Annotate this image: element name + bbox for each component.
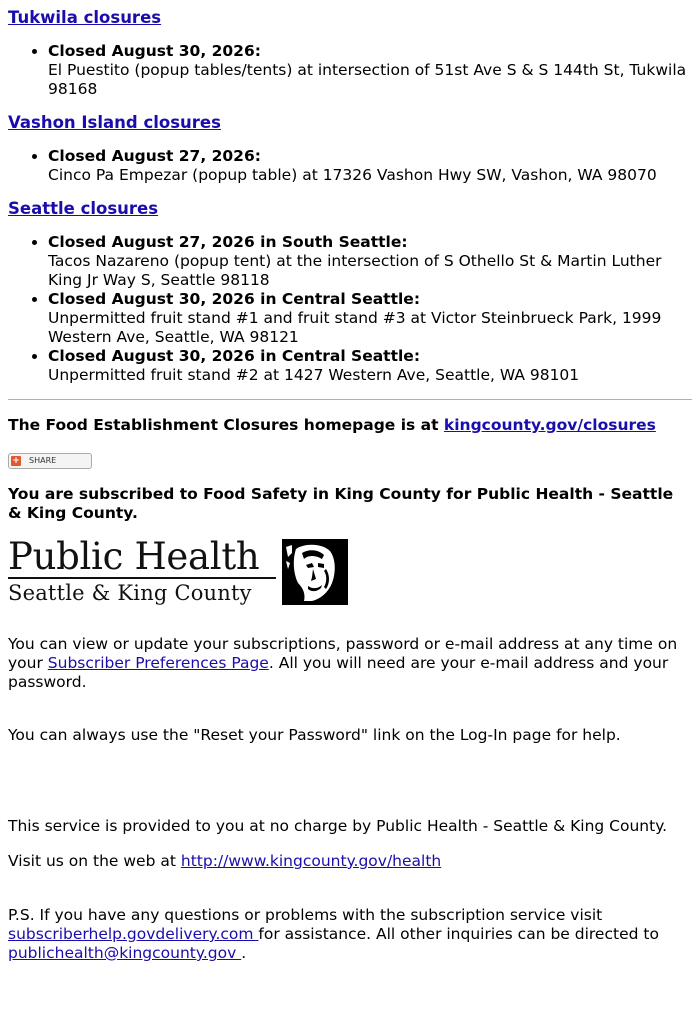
list-item	[48, 290, 692, 347]
preferences-text-after: . All you will need are your e-mail address and your password.	[8, 654, 669, 691]
public-health-logo	[8, 535, 692, 609]
closure-list	[8, 147, 692, 185]
closure-heading: • Closed August 30, 2026 in Central Seattle:	[48, 347, 421, 365]
closure-heading: • Closed August 27, 2026 in South Seattle:	[48, 233, 408, 251]
visit-note	[8, 852, 692, 871]
closures-homepage-link[interactable]: kingcounty.gov/closures	[443, 416, 656, 434]
closure-detail: Tacos Nazareno (popup tent) at the intersection of S Othello St & Martin Luther King Jr Way S, Seattle 98118	[48, 252, 662, 289]
subscriber-preferences-link[interactable]: Subscriber Preferences Page	[47, 654, 269, 672]
divider	[8, 399, 692, 400]
closure-detail: Unpermitted fruit stand #2 at 1427 Western Ave, Seattle, WA 98101	[48, 366, 580, 384]
seattle-closures-link[interactable]: Seattle closures	[8, 199, 159, 218]
homepage-text: The Food Establishment Closures homepage is at	[8, 416, 444, 434]
closure-detail: El Puestito (popup tables/tents) at intersection of 51st Ave S & S 144th St, Tukwila 98168	[48, 61, 687, 98]
list-item	[48, 147, 692, 185]
tukwila-closures-link[interactable]: Tukwila closures	[8, 8, 162, 27]
closure-detail: Unpermitted fruit stand #1 and fruit stand #3 at Victor Steinbrueck Park, 1999 Western Ave, Seattle, WA 98121	[48, 309, 662, 346]
closure-heading: • Closed August 27, 2026:	[48, 147, 261, 165]
visit-text: Visit us on the web at	[8, 852, 181, 870]
vashon-closures-link[interactable]: Vashon Island closures	[8, 113, 221, 132]
ps-text-after: .	[241, 944, 247, 962]
share-button[interactable]	[8, 453, 92, 469]
closure-heading: • Closed August 30, 2026:	[48, 42, 261, 60]
section-title	[8, 113, 692, 133]
reset-password-note: You can always use the "Reset your Password" link on the Log-In page for help.	[8, 726, 621, 744]
closure-list	[8, 233, 692, 385]
closure-detail: Cinco Pa Empezar (popup table) at 17326 Vashon Hwy SW, Vashon, WA 98070	[48, 166, 657, 184]
logo-line-1: Public Health	[8, 539, 276, 579]
list-item	[48, 233, 692, 290]
ps-note	[8, 906, 692, 963]
closure-heading: • Closed August 30, 2026 in Central Seattle:	[48, 290, 421, 308]
plus-icon: +	[12, 456, 20, 466]
section-title	[8, 199, 692, 219]
portrait-logo-icon	[282, 539, 348, 605]
list-item	[48, 42, 692, 99]
ps-text-before: P.S. If you have any questions or problems with the subscription service visit	[8, 906, 603, 924]
ps-text-middle: for assistance. All other inquiries can be directed to	[258, 925, 659, 943]
subscription-note: You are subscribed to Food Safety in King County for Public Health - Seattle & King County.	[8, 485, 674, 522]
preferences-note	[8, 635, 692, 692]
publichealth-email-link[interactable]: publichealth@kingcounty.gov	[8, 944, 242, 962]
logo-line-2: Seattle & King County	[8, 581, 252, 605]
share-label: SHARE	[29, 456, 57, 465]
section-title	[8, 8, 692, 28]
service-note: This service is provided to you at no charge by Public Health - Seattle & King County.	[8, 817, 668, 835]
closure-list	[8, 42, 692, 99]
subscriberhelp-link[interactable]: subscriberhelp.govdelivery.com	[8, 925, 259, 943]
kingcounty-health-link[interactable]: http://www.kingcounty.gov/health	[180, 852, 442, 870]
preferences-text-before: You can view or update your subscriptions, password or e-mail address at any time on your	[8, 635, 678, 672]
list-item	[48, 347, 692, 385]
logo-wordmark	[8, 535, 276, 607]
homepage-note	[8, 416, 692, 435]
